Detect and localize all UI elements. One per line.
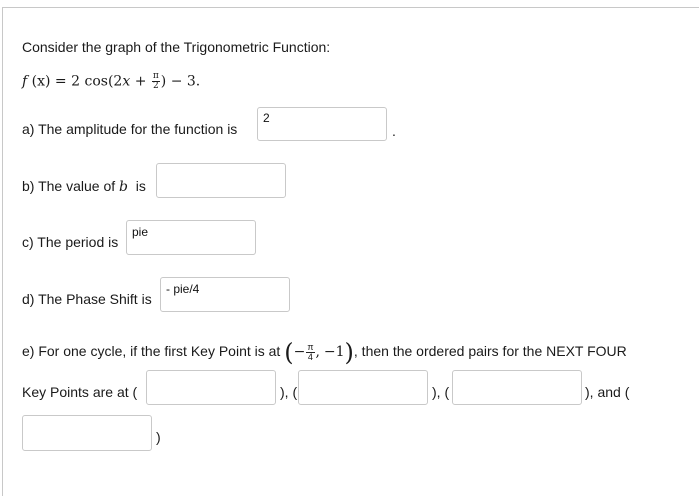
- key-point-frac-den: 4: [307, 351, 313, 362]
- key-point-3-input[interactable]: [298, 370, 428, 405]
- phase-shift-input[interactable]: [160, 277, 290, 312]
- function-arg: (x): [31, 73, 51, 90]
- part-e-line1: [22, 338, 627, 367]
- key-point-open-paren: (: [284, 338, 294, 367]
- key-point-sep-1: ), (: [280, 384, 298, 400]
- function-expression: [22, 72, 200, 91]
- function-open: (2: [107, 73, 123, 90]
- key-point-sep: ,: [315, 344, 320, 360]
- function-close: ): [160, 73, 167, 90]
- part-b-label-pre: b) The value of: [22, 178, 120, 194]
- key-point-4-input[interactable]: [452, 370, 582, 405]
- key-point-neg: −: [293, 344, 306, 360]
- function-tail: − 3.: [170, 73, 201, 90]
- part-e-line2-label: Key Points are at (: [22, 384, 138, 400]
- function-fraction: [152, 72, 160, 91]
- key-point-end-paren: ): [156, 429, 161, 445]
- part-d-label: d) The Phase Shift is: [22, 291, 152, 307]
- period-input[interactable]: [126, 220, 256, 255]
- part-b-label-post: is: [135, 178, 146, 194]
- intro-text: Consider the graph of the Trigonometric Function:: [22, 39, 331, 55]
- function-frac-num: π: [152, 71, 159, 81]
- part-a-period-mark: .: [392, 123, 396, 139]
- function-f: f: [22, 73, 28, 90]
- key-point-sep-2: ), (: [432, 384, 450, 400]
- part-e-post: , then the ordered pairs for the NEXT FOUR: [353, 343, 627, 359]
- function-plus: +: [134, 73, 147, 90]
- key-point-y: −1: [323, 344, 345, 360]
- part-b-var: b: [119, 179, 128, 195]
- b-value-input[interactable]: [156, 163, 286, 198]
- function-x: x: [122, 73, 131, 90]
- key-point-5-input[interactable]: [22, 415, 152, 451]
- amplitude-input[interactable]: [257, 107, 387, 141]
- key-point-fraction: [306, 343, 314, 362]
- function-equals: =: [54, 73, 67, 90]
- part-c-label: c) The period is: [22, 234, 119, 250]
- key-point-sep-3: ), and (: [585, 384, 630, 400]
- part-a-label: a) The amplitude for the function is: [22, 121, 238, 137]
- key-point-close-paren: ): [344, 338, 354, 367]
- function-cos: cos: [84, 73, 108, 90]
- key-point-frac-num: π: [307, 341, 314, 352]
- part-b-label: [22, 177, 146, 196]
- function-coef: 2: [71, 73, 81, 90]
- key-point-2-input[interactable]: [146, 370, 276, 405]
- part-e-pre: e) For one cycle, if the first Key Point is at: [22, 343, 281, 359]
- function-frac-den: 2: [152, 81, 159, 91]
